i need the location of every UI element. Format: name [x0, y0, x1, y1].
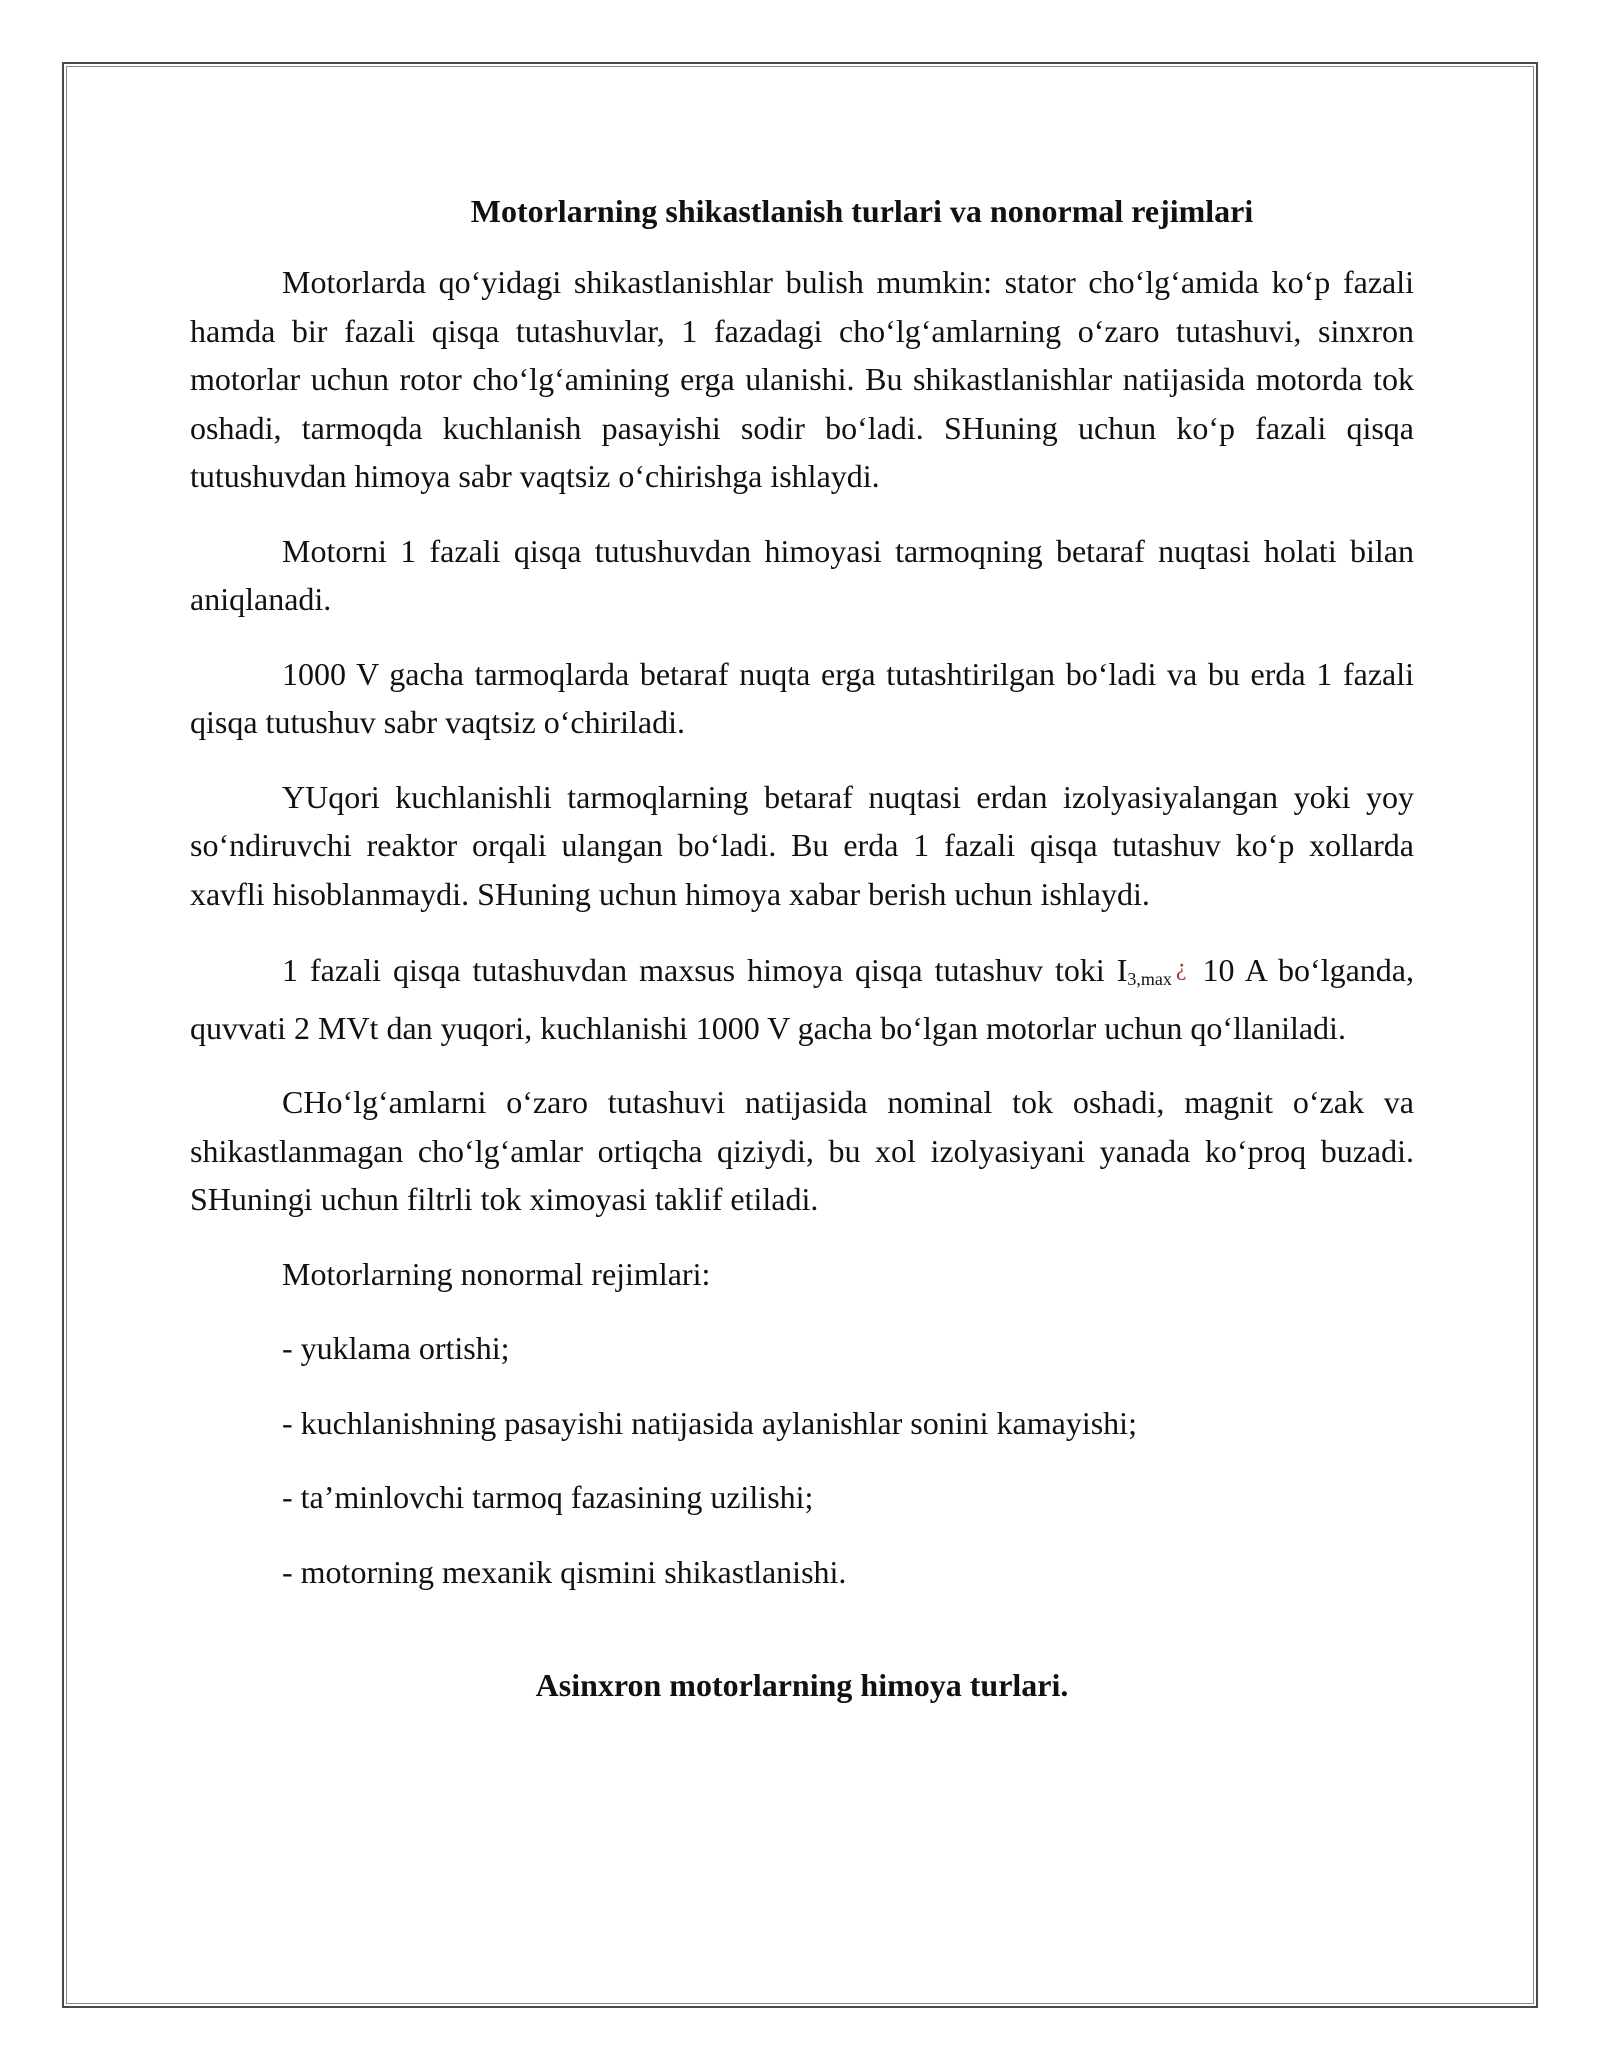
list-item: - ta’minlovchi tarmoq fazasining uzilishi; — [282, 1479, 814, 1515]
current-text-after: 10 A bo‘lganda, quvvati 2 MVt dan yuqori, kuchlanishi 1000 V gacha bo‘lgan motorlar uchun qo‘llaniladi. — [190, 952, 1415, 1046]
paragraph-high-voltage-networks: YUqori kuchlanishli tarmoqlarning betaraf nuqtasi erdan izolyasiyalangan yoki yoy so‘ndiruvchi reaktor orqali ulangan bo‘ladi. Bu erda 1 fazali qisqa tutashuv ko‘p xollarda xavfli hisoblanmaydi. SHuning uchun himoya xabar berish uchun ishlaydi. — [190, 778, 1414, 912]
list-item: - yuklama ortishi; — [282, 1330, 510, 1366]
current-text-before: 1 fazali qisqa tutashuvdan maxsus himoya qisqa tutashuv toki I — [282, 952, 1128, 988]
document-title: Motorlarning shikastlanish turlari va nonormal rejimlari — [470, 193, 1254, 229]
current-subscript: 3,max — [1127, 969, 1172, 989]
paragraph-damage-types: Motorlarda qo‘yidagi shikastlanishlar bulish mumkin: stator cho‘lg‘amida ko‘p fazali hamda bir fazali qisqa tutashuvlar, 1 fazadagi cho‘lg‘amlarning o‘zaro tutashuvi, sinxron motorlar uchun rotor cho‘lg‘amining erga ulanishi. Bu shikastlanishlar natijasida motorda tok oshadi, tarmoqda kuchlanish pasayishi sodir bo‘ladi. SHuning uchun ko‘p fazali qisqa tutushuvdan himoya sabr vaqtsiz o‘chirishga ishlaydi. — [190, 264, 1414, 494]
document-body — [190, 188, 1414, 1708]
inequality-glyph: ¿ — [1175, 955, 1187, 981]
list-item: - kuchlanishning pasayishi natijasida aylanishlar sonini kamayishi; — [282, 1404, 1137, 1441]
list-item: - motorning mexanik qismini shikastlanishi. — [282, 1553, 847, 1590]
paragraph-1000v-networks: 1000 V gacha tarmoqlarda betaraf nuqta erga tutashtirilgan bo‘ladi va bu erda 1 fazali qisqa tutushuv sabr vaqtsiz o‘chiriladi. — [190, 655, 1414, 740]
paragraph-single-phase-protection: Motorni 1 fazali qisqa tutushuvdan himoyasi tarmoqning betaraf nuqtasi holati bilan aniqlanadi. — [190, 532, 1414, 617]
paragraph-winding-faults: CHo‘lg‘amlarni o‘zaro tutashuvi natijasida nominal tok oshadi, magnit o‘zak va shikastlanmagan cho‘lg‘amlar ortiqcha qiziydi, bu xol izolyasiyani yanada ko‘proq buzadi. SHuningi uchun filtrli tok ximoyasi taklif etiladi. — [190, 1084, 1414, 1217]
paragraph-special-protection — [190, 944, 1414, 1052]
list-heading: Motorlarning nonormal rejimlari: — [282, 1255, 711, 1292]
section-title: Asinxron motorlarning himoya turlari. — [535, 1667, 1069, 1703]
